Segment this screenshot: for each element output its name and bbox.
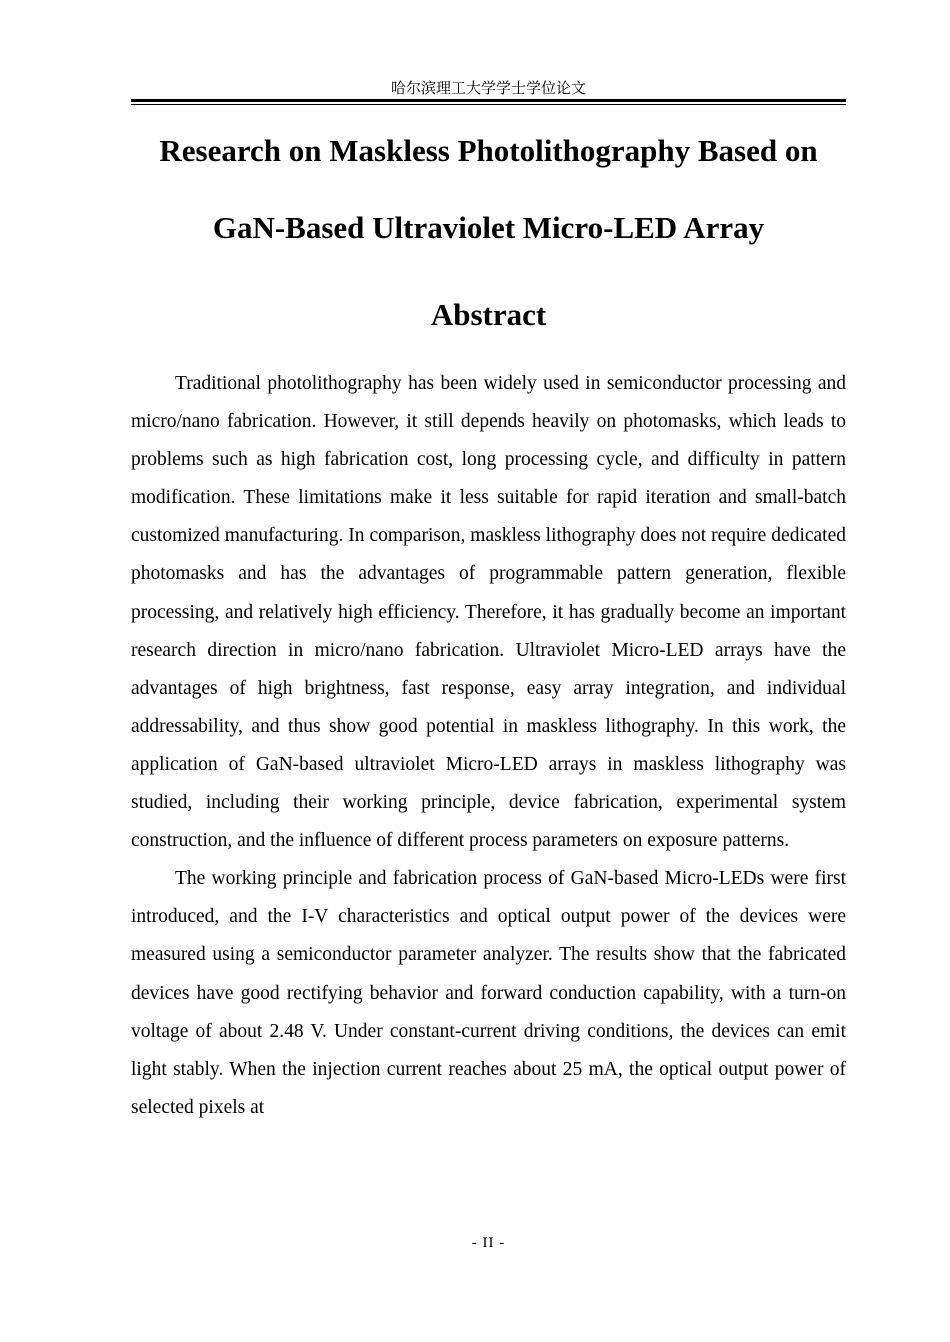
abstract-body <box>131 365 846 1127</box>
abstract-paragraph-1: Traditional photolithography has been widely used in semiconductor processing and micro/nano fabrication. However, it still depends heavily on photomasks, which leads to problems such as high fabrication cost, long processing cycle, and difficulty in pattern modification. These limitations make it less suitable for rapid iteration and small-batch customized manufacturing. In comparison, maskless lithography does not require dedicated photomasks and has the advantages of programmable pattern generation, flexible processing, and relatively high efficiency. Therefore, it has gradually become an important research direction in micro/nano fabrication. Ultraviolet Micro-LED arrays have the advantages of high brightness, fast response, easy array integration, and individual addressability, and thus show good potential in maskless lithography. In this work, the application of GaN-based ultraviolet Micro-LED arrays in maskless lithography was studied, including their working principle, device fabrication, experimental system construction, and the influence of different process parameters on exposure patterns. <box>131 373 846 852</box>
thesis-title-line-2: GaN-Based Ultraviolet Micro-LED Array <box>212 210 765 245</box>
thesis-title-line-1: Research on Maskless Photolithography Based on <box>159 133 818 168</box>
abstract-heading: Abstract <box>430 297 547 332</box>
abstract-paragraph-2: The working principle and fabrication process of GaN-based Micro-LEDs were first introduced, and the I-V characteristics and optical output power of the devices were measured using a semiconductor parameter analyzer. The results show that the fabricated devices have good rectifying behavior and forward conduction capability, with a turn-on voltage of about 2.48 V. Under constant-current driving conditions, the devices can emit light stably. When the injection current reaches about 25 mA, the optical output power of selected pixels at <box>131 868 846 1118</box>
header-rule-thick <box>131 99 846 102</box>
header-rule-thin <box>131 104 846 105</box>
running-header: 哈尔滨理工大学学士学位论文 <box>390 79 586 97</box>
page-number: - II - <box>471 1235 506 1251</box>
